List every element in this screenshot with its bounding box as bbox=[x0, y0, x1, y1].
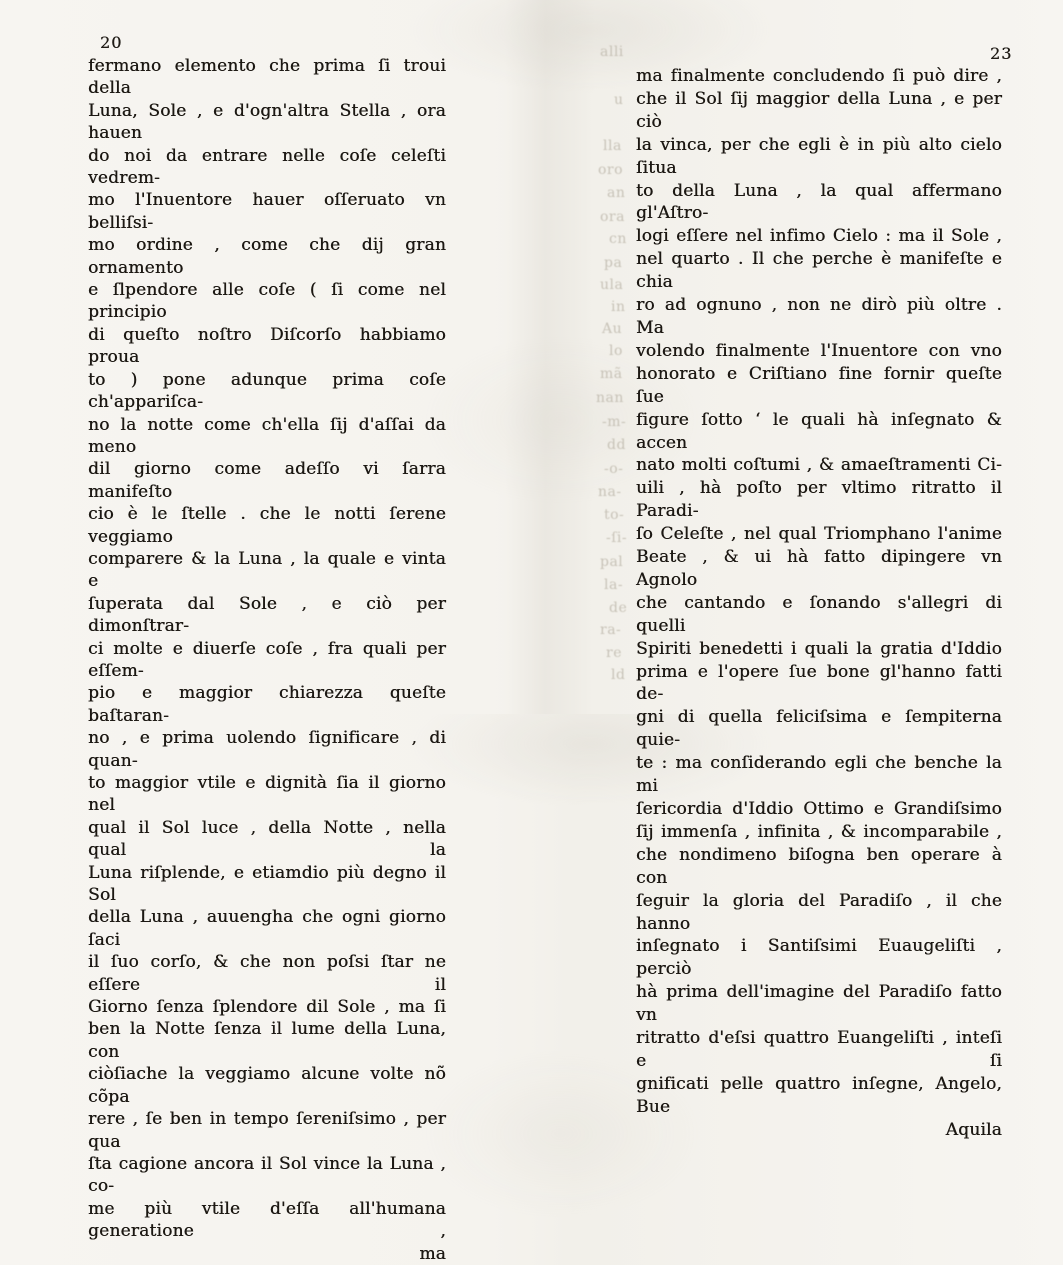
text-line: che cantando e ſonando s'allegri di quelli bbox=[636, 592, 1002, 636]
bleedthrough-fragment: ora bbox=[600, 209, 625, 225]
bleedthrough-fragment: an bbox=[607, 185, 626, 201]
page-gutter-shadow bbox=[505, 0, 595, 714]
left-page-lines bbox=[88, 55, 446, 1243]
text-line: dil giorno come adeſſo vi ſarra manifeſto bbox=[88, 459, 446, 502]
text-line: me più vtile d'eſſa all'humana generatione , bbox=[88, 1198, 446, 1242]
text-line: ſta cagione ancora il Sol vince la Luna , co- bbox=[88, 1153, 446, 1197]
text-line: ſericordia d'Iddio Ottimo e Grandiſsimo bbox=[636, 799, 1002, 819]
text-line: nel quarto . Il che perche è manifeſte e chia bbox=[636, 249, 1002, 293]
bleedthrough-fragment: pa bbox=[604, 255, 623, 271]
text-line: prima e l'opere ſue bone gl'hanno fatti de- bbox=[636, 661, 1002, 705]
right-page-catchword: Aquila bbox=[945, 1119, 1002, 1140]
text-line: della Luna , auuengha che ogni giorno ſaci bbox=[88, 907, 446, 950]
bleedthrough-fragment: alli bbox=[600, 44, 624, 60]
text-line: nato molti coſtumi , & amaeſtramenti Ci- bbox=[636, 455, 1002, 476]
page-number-right: 23 bbox=[990, 44, 1013, 63]
bleedthrough-fragment: lla bbox=[603, 138, 622, 154]
text-line: la vinca, per che egli è in più alto cielo ſitua bbox=[636, 134, 1002, 178]
bleedthrough-fragment: cn bbox=[609, 231, 627, 247]
text-line: il ſuo corſo, & che non poſsi ſtar ne eſſere il bbox=[88, 952, 446, 995]
text-line: che il Sol ſij maggior della Luna , e per ciò bbox=[636, 88, 1002, 132]
bleedthrough-fragment: re bbox=[606, 645, 622, 661]
text-line: ſuperata dal Sole , e ciò per dimonſtrar- bbox=[88, 593, 446, 637]
bleedthrough-fragment: ld bbox=[611, 667, 626, 683]
bleedthrough-fragment: nan bbox=[596, 390, 624, 406]
bleedthrough-fragment: Au bbox=[602, 321, 623, 337]
text-line: e ſlpendore alle coſe ( ſi come nel principio bbox=[88, 280, 446, 323]
bleedthrough-fragment: pal bbox=[600, 554, 624, 570]
left-page-catchword: ma bbox=[419, 1243, 446, 1264]
bleedthrough-fragment: ula bbox=[600, 277, 624, 293]
text-line: Spiriti benedetti i quali la gratia d'Iddio bbox=[636, 638, 1002, 659]
text-line: ben la Notte ſenza il lume della Luna, con bbox=[88, 1019, 446, 1062]
bleedthrough-fragment: u bbox=[614, 92, 624, 108]
text-line: ſij immenſa , infinita , & incomparabile , bbox=[636, 821, 1002, 842]
text-line: figure ſotto ‘ le quali hà inſegnato & accen bbox=[636, 409, 1002, 453]
text-line: che nondimeno biſogna ben operare à con bbox=[636, 844, 1002, 888]
bleedthrough-fragment: in bbox=[611, 299, 626, 315]
text-line: comparere & la Luna , la quale e vinta e bbox=[88, 548, 446, 592]
right-page-text-block bbox=[636, 65, 1002, 1142]
bleedthrough-fragment: mã bbox=[600, 366, 623, 382]
text-line: to maggior vtile e dignità ſia il giorno nel bbox=[88, 773, 446, 816]
bleedthrough-fragment: oro bbox=[598, 162, 624, 178]
text-line: Luna riſplende, e etiamdio più degno il Sol bbox=[88, 862, 446, 906]
text-line: inſegnato i Santiſsimi Euaugeliſti , perciò bbox=[636, 936, 1002, 980]
text-line: uili , hà poſto per vltimo ritratto il Paradi- bbox=[636, 478, 1002, 522]
bleedthrough-fragment: ra- bbox=[600, 622, 622, 638]
bleedthrough-fragment: -o- bbox=[604, 461, 624, 477]
text-line: ro ad ognuno , non ne dirò più oltre . Ma bbox=[636, 295, 1002, 338]
text-line: te : ma conſiderando egli che benche la mi bbox=[636, 753, 1002, 797]
bleedthrough-fragment: la- bbox=[604, 577, 624, 593]
text-line: no la notte come ch'ella ſij d'aſſai da meno bbox=[88, 414, 446, 457]
right-page-lines bbox=[636, 65, 1002, 1119]
text-line: qual il Sol luce , della Notte , nella qual la bbox=[88, 817, 446, 861]
text-line: no , e prima uolendo ſignificare , di quan- bbox=[88, 728, 446, 771]
bleedthrough-fragment: -m- bbox=[602, 414, 627, 430]
bleedthrough-fragment: lo bbox=[609, 343, 623, 359]
left-page-text-block bbox=[88, 55, 446, 1265]
text-line: fermano elemento che prima ſi troui della bbox=[88, 56, 446, 99]
bleedthrough-fragment: de bbox=[609, 600, 628, 616]
text-line: ci molte e diuerſe coſe , fra quali per eſſem- bbox=[88, 638, 446, 681]
text-line: mo l'Inuentore hauer oſſeruato vn belliſsi- bbox=[88, 190, 446, 233]
bleedthrough-fragment: na- bbox=[598, 484, 622, 500]
text-line: pio e maggior chiarezza queſte baſtaran- bbox=[88, 683, 446, 726]
text-line: hà prima dell'imagine del Paradiſo fatto vn bbox=[636, 982, 1002, 1026]
text-line: honorato e Criſtiano fine fornir queſte ſue bbox=[636, 363, 1002, 407]
bleedthrough-fragment: -ſi- bbox=[606, 530, 628, 546]
text-line: cio è le ſtelle . che le notti ſerene veggiamo bbox=[88, 504, 446, 547]
text-line: Luna, Sole , e d'ogn'altra Stella , ora hauen bbox=[88, 100, 446, 144]
text-line: di queſto noſtro Diſcorſo habbiamo proua bbox=[88, 324, 446, 368]
text-line: gni di quella feliciſsima e ſempiterna quie- bbox=[636, 707, 1002, 751]
text-line: Giorno ſenza ſplendore dil Sole , ma ſi bbox=[88, 997, 446, 1018]
text-line: logi eſſere nel infimo Cielo : ma il Sole , bbox=[636, 226, 1002, 247]
bleedthrough-fragment: to- bbox=[604, 507, 625, 523]
text-line: do noi da entrare nelle coſe celeſti vedrem- bbox=[88, 145, 446, 189]
text-line: ſeguir la gloria del Paradiſo , il che hanno bbox=[636, 890, 1002, 934]
text-line: mo ordine , come che dij gran ornamento bbox=[88, 235, 446, 278]
text-line: ciòſiache la veggiamo alcune volte nõ cõpa bbox=[88, 1064, 446, 1107]
text-line: ſo Celeſte , nel qual Triomphano l'anime bbox=[636, 524, 1002, 545]
bleedthrough-fragment: dd bbox=[607, 437, 626, 453]
page-number-left: 20 bbox=[100, 33, 123, 52]
text-line: gnificati pelle quattro inſegne, Angelo, Bue bbox=[636, 1073, 1002, 1117]
text-line: Beate , & ui hà fatto dipingere vn Agnolo bbox=[636, 547, 1002, 590]
text-line: to ) pone adunque prima coſe ch'appariſca- bbox=[88, 369, 446, 413]
text-line: rere , ſe ben in tempo ſereniſsimo , per qua bbox=[88, 1109, 446, 1152]
text-line: to della Luna , la qual affermano gl'Aſtro- bbox=[636, 180, 1002, 224]
text-line: ritratto d'eſsi quattro Euangeliſti , inteſi e ſi bbox=[636, 1028, 1002, 1071]
text-line: ma finalmente concludendo ſi può dire , bbox=[636, 66, 1002, 86]
text-line: volendo finalmente l'Inuentore con vno bbox=[636, 340, 1002, 361]
